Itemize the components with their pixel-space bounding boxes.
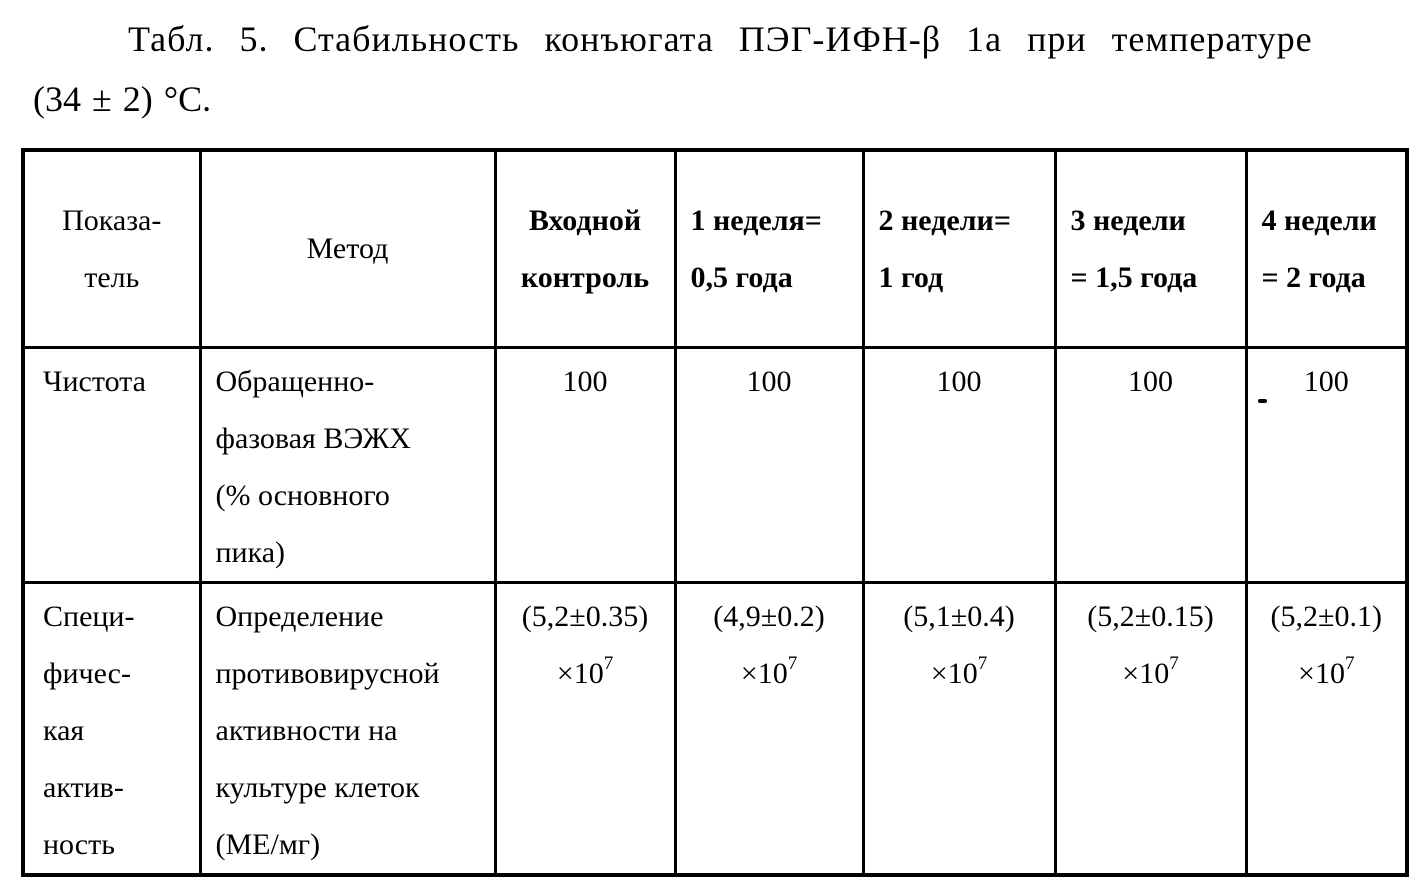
cell-activity-week2	[863, 582, 1055, 875]
table-caption-line2: (34 ± 2) °С.	[33, 79, 212, 119]
header-cell-week4: 4 недели = 2 года	[1246, 150, 1407, 347]
value-base: (4,9±0.2)	[713, 599, 825, 633]
cell-activity-indicator: Специ- фичес- кая актив- ность	[23, 582, 200, 875]
activity-row	[23, 582, 1407, 875]
value-multiplier: ×10	[556, 656, 604, 690]
value-multiplier: ×10	[930, 656, 978, 690]
header-cell-week1: 1 неделя= 0,5 года	[675, 150, 863, 347]
table-caption-line1: Табл. 5. Стабильность конъюгата ПЭГ-ИФН-β 1а при температуре	[128, 19, 1313, 59]
value-exponent: 7	[603, 652, 614, 674]
cell-purity-indicator: Чистота	[23, 347, 200, 582]
cell-purity-week3: 100	[1055, 347, 1246, 582]
table-header-row	[23, 150, 1407, 347]
value-multiplier: ×10	[740, 656, 788, 690]
value-base: (5,2±0.15)	[1087, 599, 1214, 633]
cell-activity-method: Определение противовирусной активности на культуре клеток (МЕ/мг)	[200, 582, 495, 875]
cell-activity-week4	[1246, 582, 1407, 875]
cell-activity-week1	[675, 582, 863, 875]
cell-purity-week4: 100	[1246, 347, 1407, 582]
cell-purity-input-control: 100	[495, 347, 675, 582]
value-exponent: 7	[1344, 652, 1355, 674]
cell-purity-method: Обращенно- фазовая ВЭЖХ (% основного пика)	[200, 347, 495, 582]
value-exponent: 7	[977, 652, 988, 674]
value-exponent: 7	[1169, 652, 1179, 674]
header-cell-input-control: Входной контроль	[495, 150, 675, 347]
value-base: (5,2±0.35)	[521, 599, 649, 633]
cell-activity-week3	[1055, 582, 1246, 875]
header-cell-indicator: Показа- тель	[23, 150, 200, 347]
stability-table	[21, 148, 1409, 877]
header-cell-week3: 3 недели = 1,5 года	[1055, 150, 1246, 347]
header-cell-week2: 2 недели= 1 год	[863, 150, 1055, 347]
header-cell-method: Метод	[200, 150, 495, 347]
cell-purity-week1: 100	[675, 347, 863, 582]
value-multiplier: ×10	[1298, 656, 1345, 690]
cell-purity-week2: 100	[863, 347, 1055, 582]
value-multiplier: ×10	[1122, 656, 1170, 690]
value-base: (5,2±0.1)	[1270, 599, 1382, 633]
value-base: (5,1±0.4)	[903, 599, 1015, 633]
cell-activity-input-control	[495, 582, 675, 875]
value-exponent: 7	[787, 652, 798, 674]
scan-artifact-dot	[1258, 399, 1267, 403]
purity-row	[23, 347, 1407, 582]
